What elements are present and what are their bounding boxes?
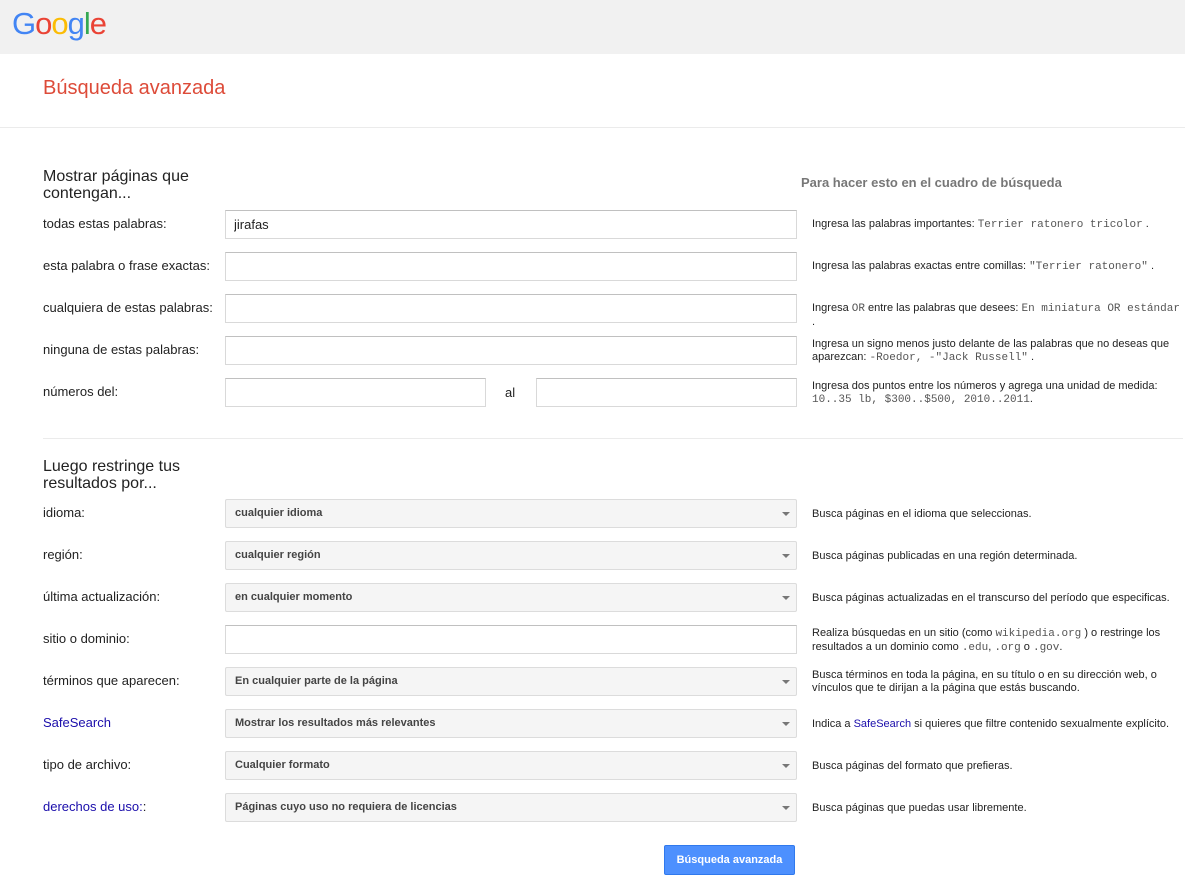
file-type-hint: Busca páginas del formato que prefieras. — [812, 760, 1013, 772]
all-words-hint — [812, 218, 1182, 232]
divider — [43, 438, 1183, 439]
site-input[interactable] — [225, 625, 797, 654]
exact-phrase-input[interactable] — [225, 252, 797, 281]
hint-end: . — [1145, 218, 1149, 230]
hint-text: si quieres que filtre contenido sexualmente explícito. — [911, 718, 1170, 730]
none-words-label: ninguna de estas palabras: — [43, 342, 200, 357]
hint-text: Ingresa dos puntos entre los números y agrega una unidad de medida: — [812, 380, 1158, 392]
region-selected-value: cualquier región — [235, 549, 321, 561]
file-type-label: tipo de archivo: — [43, 757, 132, 772]
logo-letter: g — [67, 6, 84, 41]
hint-end: . — [1029, 393, 1033, 405]
site-label: sitio o dominio: — [43, 631, 130, 646]
chevron-down-icon — [782, 554, 790, 558]
any-words-input[interactable] — [225, 294, 797, 323]
narrow-section-heading: Luego restringe tus resultados por... — [43, 458, 180, 492]
exact-phrase-label: esta palabra o frase exactas: — [43, 258, 210, 273]
logo-letter: o — [51, 6, 68, 41]
terms-appearing-label: términos que aparecen: — [43, 673, 180, 688]
site-hint — [812, 627, 1182, 655]
usage-rights-label-suffix: : — [142, 799, 147, 814]
last-update-selected-value: en cualquier momento — [235, 591, 353, 603]
hint-example: .edu — [961, 642, 989, 654]
safesearch-selected-value: Mostrar los resultados más relevantes — [235, 717, 436, 729]
region-select[interactable] — [225, 541, 797, 570]
last-update-hint: Busca páginas actualizadas en el transcurso del período que especificas. — [812, 592, 1170, 604]
usage-rights-row-label — [43, 793, 146, 821]
advanced-search-button[interactable]: Búsqueda avanzada — [664, 845, 795, 875]
hint-example: .org — [994, 642, 1021, 654]
hint-column-heading: Para hacer esto en el cuadro de búsqueda — [801, 175, 1062, 190]
language-hint: Busca páginas en el idioma que seleccionas. — [812, 508, 1032, 520]
hint-text: Indica a — [812, 718, 854, 730]
hint-text: Ingresa las palabras exactas entre comillas: — [812, 260, 1030, 272]
safesearch-select[interactable] — [225, 709, 797, 738]
hint-text: Ingresa un signo menos justo delante de las palabras que no deseas que aparezcan: — [812, 338, 1170, 363]
logo-letter: o — [35, 6, 52, 41]
region-hint: Busca páginas publicadas en una región determinada. — [812, 550, 1078, 562]
chevron-down-icon — [782, 596, 790, 600]
terms-appearing-selected-value: En cualquier parte de la página — [235, 675, 398, 687]
hint-example: "Terrier ratonero" — [1029, 261, 1148, 273]
usage-rights-selected-value: Páginas cuyo uso no requiera de licencias — [235, 801, 457, 813]
numbers-label: números del: — [43, 384, 119, 399]
chevron-down-icon — [782, 764, 790, 768]
all-words-label: todas estas palabras: — [43, 216, 167, 231]
exact-phrase-hint — [812, 260, 1182, 274]
logo-letter: l — [83, 6, 90, 41]
language-selected-value: cualquier idioma — [235, 507, 323, 519]
chevron-down-icon — [782, 806, 790, 810]
find-section-heading: Mostrar páginas que contengan... — [43, 168, 189, 202]
hint-text: Ingresa — [812, 302, 852, 314]
any-words-label: cualquiera de estas palabras: — [43, 300, 213, 315]
terms-appearing-select[interactable] — [225, 667, 797, 696]
terms-appearing-hint: Busca términos en toda la página, en su título o en su dirección web, o vínculos que te dirijan a la página que estás buscando. — [812, 669, 1157, 694]
google-logo[interactable] — [12, 5, 106, 43]
none-words-input[interactable] — [225, 336, 797, 365]
hint-text: Realiza búsquedas en un sitio (como — [812, 627, 996, 639]
hint-text: Ingresa las palabras importantes: — [812, 218, 978, 230]
none-words-hint — [812, 338, 1182, 365]
language-select[interactable] — [225, 499, 797, 528]
logo-letter: e — [89, 6, 107, 41]
chevron-down-icon — [782, 722, 790, 726]
safesearch-hint-link[interactable]: SafeSearch — [853, 718, 912, 730]
numbers-hint — [812, 380, 1182, 407]
last-update-label: última actualización: — [43, 589, 161, 604]
hint-example: -Roedor, -"Jack Russell" — [869, 352, 1028, 364]
logo-letter: G — [12, 6, 36, 41]
chevron-down-icon — [782, 512, 790, 516]
language-label: idioma: — [43, 505, 85, 520]
all-words-input[interactable] — [225, 210, 797, 239]
numbers-from-input[interactable] — [225, 378, 486, 407]
usage-rights-hint: Busca páginas que puedas usar libremente. — [812, 802, 1027, 814]
top-bar — [0, 0, 1185, 54]
hint-example: .gov — [1032, 642, 1060, 654]
hint-example: wikipedia.org — [995, 628, 1082, 640]
hint-end: . — [1030, 351, 1035, 363]
hint-end: . — [812, 316, 816, 328]
safesearch-hint — [812, 718, 1182, 731]
numbers-to-input[interactable] — [536, 378, 797, 407]
divider — [0, 127, 1185, 128]
usage-rights-select[interactable] — [225, 793, 797, 822]
region-label: región: — [43, 547, 83, 562]
hint-text-2: entre las palabras que desees: — [864, 302, 1022, 314]
file-type-select[interactable] — [225, 751, 797, 780]
hint-text: ) o restringe los resultados a un dominio como — [812, 627, 1161, 653]
hint-end: . — [1059, 641, 1063, 653]
last-update-select[interactable] — [225, 583, 797, 612]
any-words-hint — [812, 302, 1182, 329]
hint-text: o — [1020, 641, 1033, 653]
file-type-selected-value: Cualquier formato — [235, 759, 330, 771]
chevron-down-icon — [782, 680, 790, 684]
page-title: Búsqueda avanzada — [43, 77, 226, 99]
hint-example: 10..35 lb, $300..$500, 2010..2011 — [812, 394, 1030, 406]
usage-rights-link[interactable]: derechos de uso: — [43, 799, 143, 814]
hint-end: . — [1150, 260, 1155, 272]
hint-example: En miniatura OR estándar — [1021, 303, 1180, 315]
hint-or: OR — [851, 303, 865, 315]
hint-text: , — [988, 641, 995, 653]
hint-example: Terrier ratonero tricolor — [977, 219, 1143, 231]
numbers-to-label: al — [505, 385, 516, 400]
safesearch-link[interactable]: SafeSearch — [43, 715, 111, 730]
